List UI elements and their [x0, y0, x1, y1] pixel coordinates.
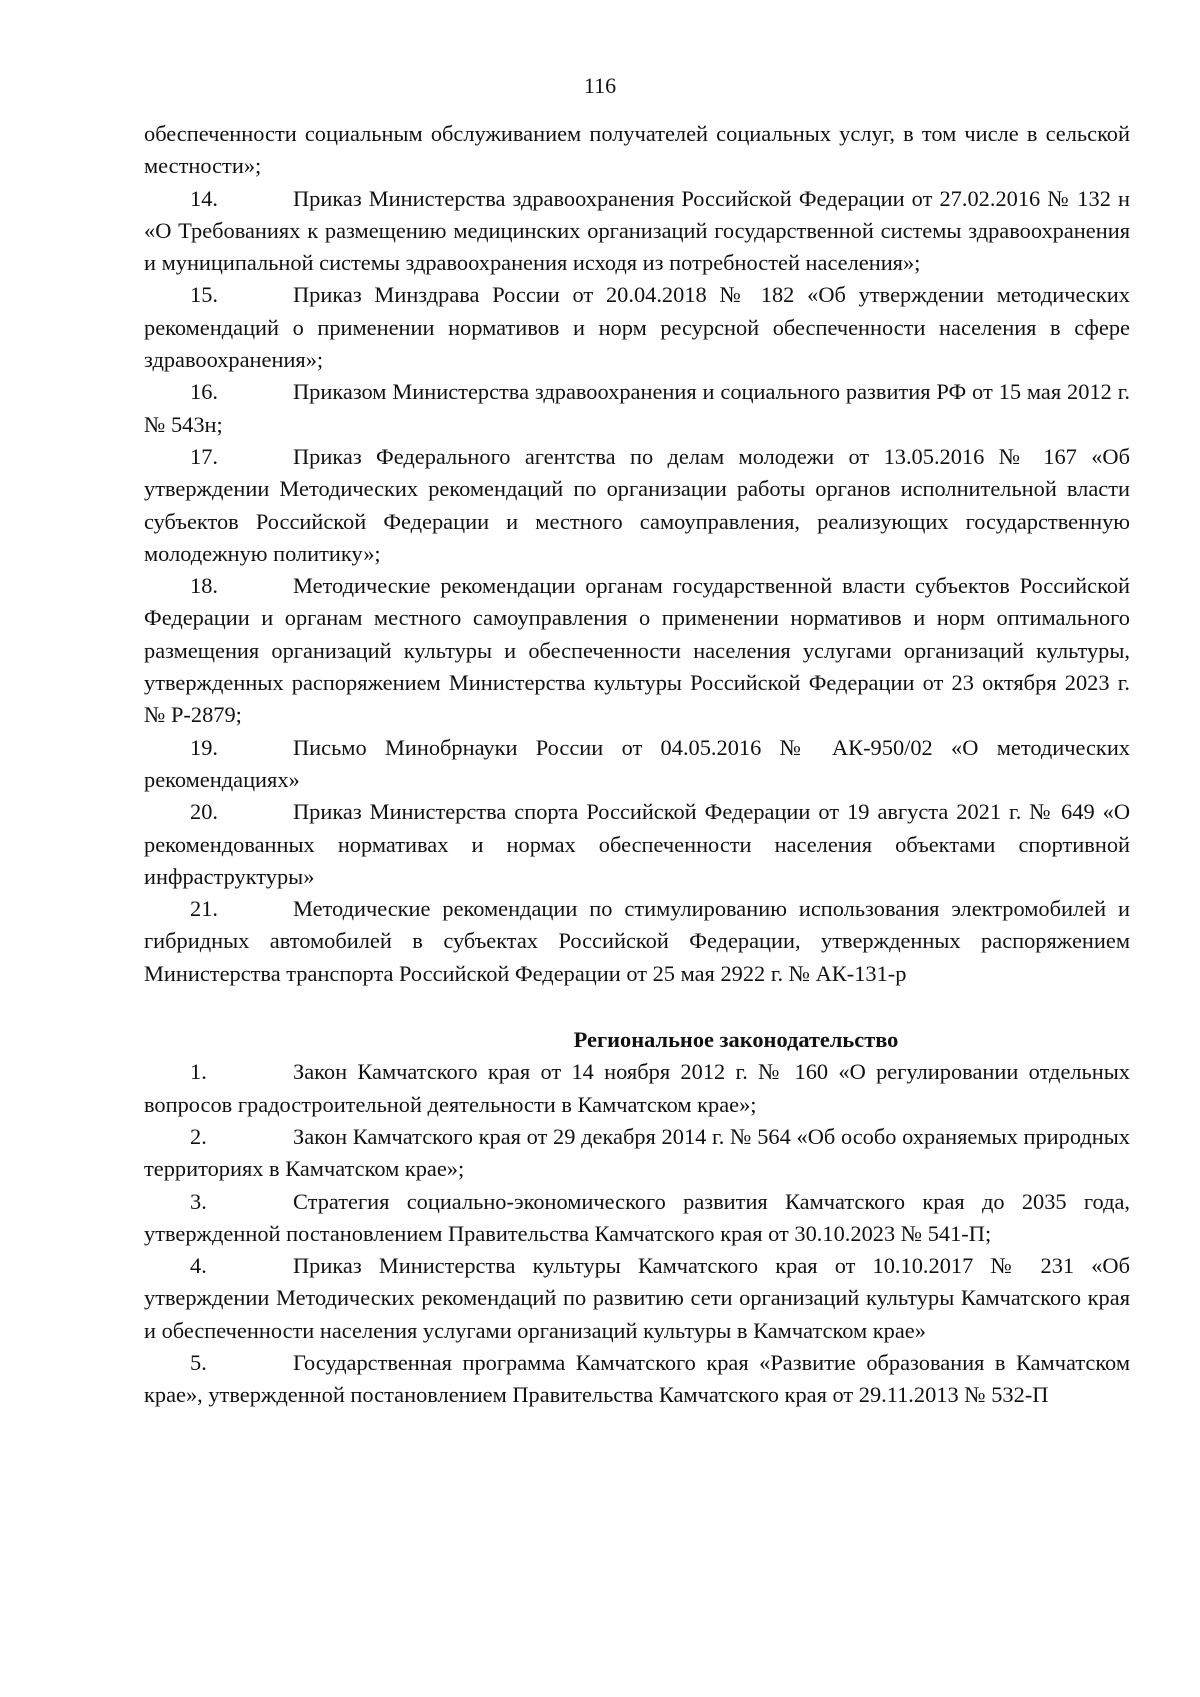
- item-text: Приказ Министерства здравоохранения Российской Федерации от 27.02.2016 № 132 н «О Требованиях к размещению медицинских организаций государственной системы здравоохранения и муниципальной системы здравоохранения исходя из потребностей населения»;: [144, 185, 1130, 276]
- regional-list: [144, 1056, 1130, 1411]
- item-number: 4.: [190, 1253, 207, 1279]
- list-item: [144, 732, 1130, 797]
- item-number: 16.: [190, 379, 218, 405]
- item-text: Приказ Министерства культуры Камчатского края от 10.10.2017 № 231 «Об утверждении Методических рекомендаций по развитию сети организаций культуры Камчатского края и обеспеченности населения услугами организаций культуры в Камчатском крае»: [144, 1253, 1130, 1343]
- item-number: 14.: [190, 185, 218, 211]
- item-text: Закон Камчатского края от 14 ноября 2012 г. № 160 «О регулировании отдельных вопросов градостроительной деятельности в Камчатском крае»;: [144, 1059, 1130, 1117]
- list-item: [144, 570, 1130, 731]
- list-item: [144, 1347, 1130, 1412]
- document-body: [144, 118, 1130, 1412]
- item-text: Государственная программа Камчатского края «Развитие образования в Камчатском крае», утвержденной постановлением Правительства Камчатского края от 29.11.2013 № 532-П: [144, 1349, 1130, 1408]
- list-item: [144, 1250, 1130, 1347]
- item-text: Письмо Минобрнауки России от 04.05.2016 № АК-950/02 «О методических рекомендациях»: [144, 734, 1130, 792]
- list-item: [144, 796, 1130, 893]
- list-item: [144, 1056, 1130, 1121]
- item-text: Методические рекомендации по стимулированию использования электромобилей и гибридных автомобилей в субъектах Российской Федерации, утвержденных распоряжением Министерства транспорта Российской Федерации от 25 мая 2922 г. № АК-131-р: [144, 896, 1130, 986]
- item-number: 17.: [190, 443, 218, 469]
- list-item: [144, 279, 1130, 376]
- list-item: [144, 183, 1130, 280]
- item-text: Закон Камчатского края от 29 декабря 2014 г. № 564 «Об особо охраняемых природных территориях в Камчатском крае»;: [144, 1123, 1130, 1182]
- list-item: [144, 893, 1130, 990]
- item-text: Методические рекомендации органам государственной власти субъектов Российской Федерации и органам местного самоуправления о применении нормативов и норм оптимального размещения организаций культуры и обеспеченности населения услугами организаций культуры, утвержденных распоряжением Министерства культуры Российской Федерации от 23 октября 2023 г. № Р-2879;: [144, 573, 1130, 728]
- federal-list: [144, 183, 1130, 990]
- item-number: 21.: [190, 896, 218, 922]
- item-number: 3.: [190, 1188, 207, 1214]
- list-item: [144, 441, 1130, 570]
- item-number: 1.: [190, 1059, 207, 1085]
- item-number: 19.: [190, 734, 218, 760]
- item-text: Приказом Министерства здравоохранения и социального развития РФ от 15 мая 2012 г. № 543н;: [144, 379, 1130, 437]
- item-text: Стратегия социально-экономического развития Камчатского края до 2035 года, утвержденной постановлением Правительства Камчатского края от 30.10.2023 № 541-П;: [144, 1188, 1130, 1246]
- page-number: 116: [583, 73, 617, 98]
- list-item: [144, 1186, 1130, 1251]
- item-number: 15.: [190, 282, 218, 308]
- continuation-paragraph: обеспеченности социальным обслуживанием получателей социальных услуг, в том числе в сельской местности»;: [144, 121, 1130, 179]
- list-item: [144, 376, 1130, 441]
- item-number: 5.: [190, 1349, 207, 1375]
- section-title: Региональное законодательство: [573, 1027, 899, 1053]
- list-item: [144, 1121, 1130, 1186]
- item-number: 18.: [190, 573, 218, 599]
- item-text: Приказ Федерального агентства по делам молодежи от 13.05.2016 № 167 «Об утверждении Методических рекомендаций по организации работы органов исполнительной власти субъектов Российской Федерации и местного самоуправления, реализующих государственную молодежную политику»;: [144, 443, 1130, 566]
- item-number: 2.: [190, 1123, 207, 1149]
- item-number: 20.: [190, 799, 218, 825]
- item-text: Приказ Минздрава России от 20.04.2018 № 182 «Об утверждении методических рекомендаций о применении нормативов и норм ресурсной обеспеченности населения в сфере здравоохранения»;: [144, 282, 1130, 373]
- item-text: Приказ Министерства спорта Российской Федерации от 19 августа 2021 г. № 649 «О рекомендованных нормативах и нормах обеспеченности населения объектами спортивной инфраструктуры»: [144, 799, 1130, 889]
